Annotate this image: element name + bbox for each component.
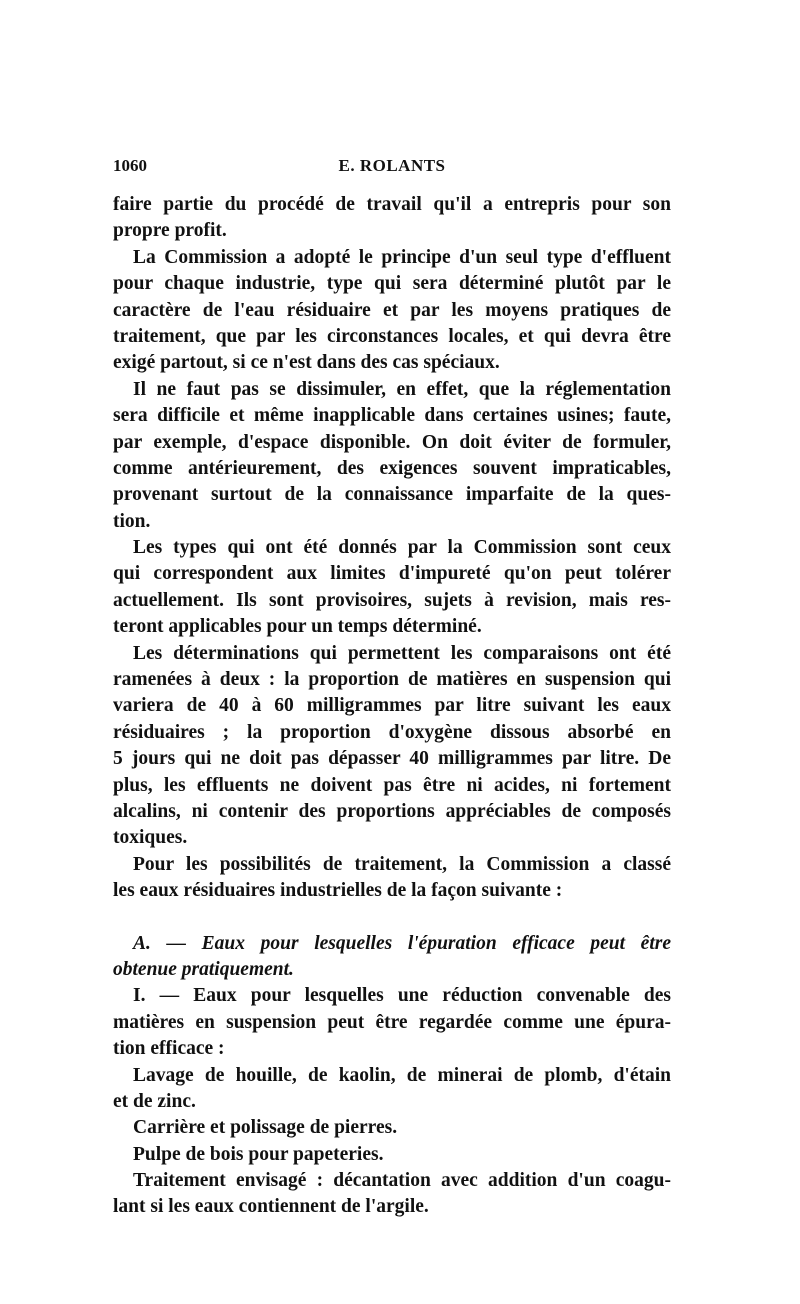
text-line: par exemple, d'espace disponible. On doit éviter de formuler, [113,431,671,453]
text-line: caractère de l'eau résiduaire et par les moyens pratiques de [113,299,671,321]
text-line: faire partie du procédé de travail qu'il a entrepris pour son [113,194,671,215]
text-line: alcalins, ni contenir des proportions appréciables de composés [113,800,671,822]
text-line: lant si les eaux contiennent de l'argile. [113,1196,429,1218]
text-line: sera difficile et même inapplicable dans certaines usines; faute, [113,405,671,427]
text-line: actuellement. Ils sont provisoires, sujets à revision, mais res- [113,589,671,611]
section-gap [113,905,671,931]
text-line: les eaux résiduaires industrielles de la façon suivante : [113,880,563,902]
text-line: La Commission a adopté le principe d'un seul type d'effluent [133,246,671,268]
text-line: toxiques. [113,827,188,849]
text-line: I. — Eaux pour lesquelles une réduction convenable des [133,985,671,1007]
text-line: plus, les effluents ne doivent pas être ni acides, ni fortement [113,774,671,796]
text-line: exigé partout, si ce n'est dans des cas spéciaux. [113,352,500,374]
text-line: A. — Eaux pour lesquelles l'épuration efficace peut être [133,932,671,954]
text-line: Carrière et polissage de pierres. [133,1117,398,1139]
body-text [113,192,671,1221]
page-number: 1060 [113,156,147,175]
text-line: Pour les possibilités de traitement, la Commission a classé [133,853,671,875]
text-line: provenant surtout de la connaissance imparfaite de la ques- [113,484,671,506]
text-line: Les déterminations qui permettent les comparaisons ont été [133,642,671,664]
text-line: résiduaires ; la proportion d'oxygène dissous absorbé en [113,721,671,743]
text-line: Les types qui ont été donnés par la Commission sont ceux [133,537,671,559]
text-line: teront applicables pour un temps déterminé. [113,616,482,638]
text-line: comme antérieurement, des exigences souvent impraticables, [113,457,671,479]
text-line: Traitement envisagé : décantation avec addition d'un coagu- [133,1170,671,1192]
text-line: traitement, que par les circonstances locales, et qui devra être [113,325,671,347]
text-line: et de zinc. [113,1090,196,1112]
text-line: Pulpe de bois pour papeteries. [133,1143,384,1165]
text-line: matières en suspension peut être regardée comme une épura- [113,1011,671,1033]
text-line: tion efficace : [113,1038,225,1060]
text-line: obtenue pratiquement. [113,958,294,980]
text-line: Lavage de houille, de kaolin, de minerai de plomb, d'étain [133,1064,671,1086]
text-line: ramenées à deux : la proportion de matières en suspension qui [113,669,671,691]
page-header [113,156,671,180]
text-line: tion. [113,510,151,532]
text-line: pour chaque industrie, type qui sera déterminé plutôt par le [113,273,671,295]
text-line: propre profit. [113,220,227,242]
running-head: E. ROLANTS [338,156,446,175]
text-line: 5 jours qui ne doit pas dépasser 40 milligrammes par litre. De [113,748,671,770]
text-line: variera de 40 à 60 milligrammes par litre suivant les eaux [113,695,671,717]
text-line: qui correspondent aux limites d'impureté qu'on peut tolérer [113,563,671,585]
text-line: Il ne faut pas se dissimuler, en effet, que la réglementation [133,378,671,400]
